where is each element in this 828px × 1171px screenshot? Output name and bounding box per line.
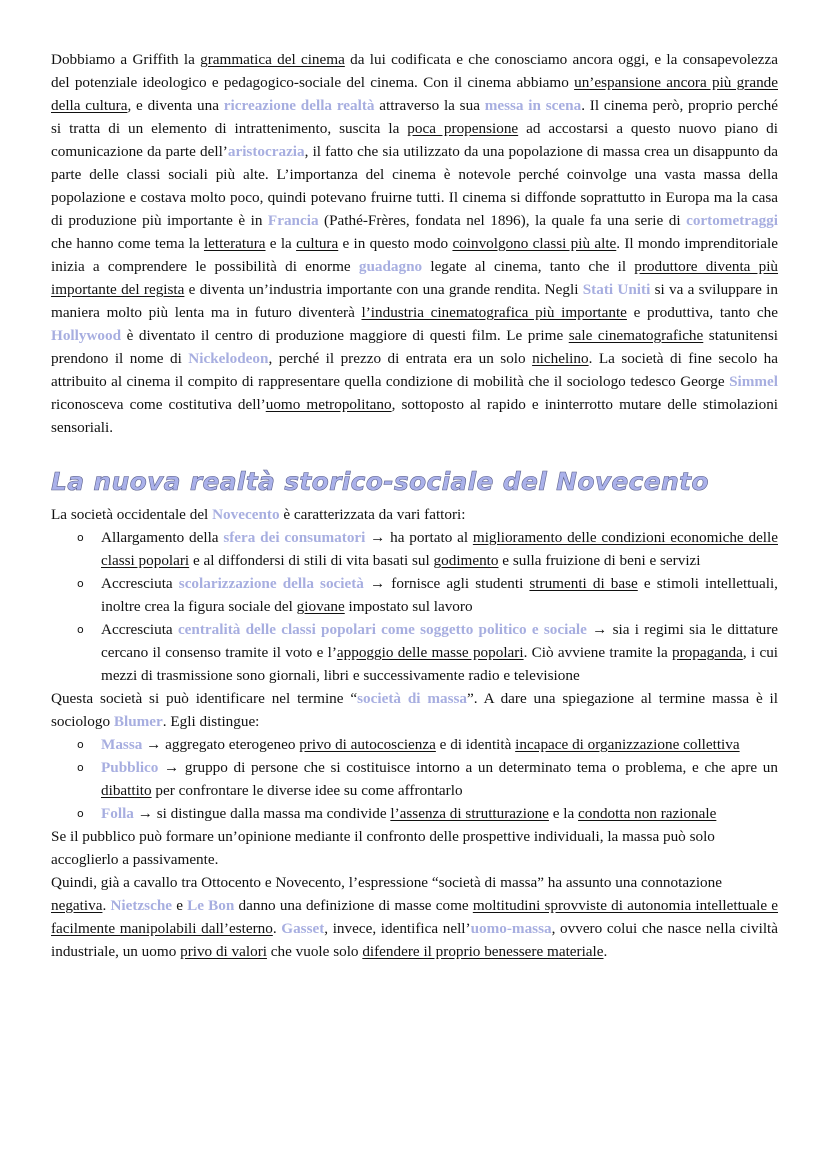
text-run: , il fatto che sia utilizzato da una popolazione di massa crea un disappunto da [304, 143, 778, 160]
bullet-item [51, 526, 778, 549]
underlined-phrase: poca propensione [407, 120, 519, 137]
text-run: legate al cinema, tanto che il [422, 258, 635, 275]
text-run: . Il cinema però, proprio perché [581, 97, 779, 114]
underlined-phrase: incapace di organizzazione collettiva [515, 736, 740, 753]
text-line [51, 595, 778, 618]
text-run: e sulla fruizione di beni e servizi [498, 552, 701, 569]
highlighted-term: Pubblico [101, 759, 159, 776]
underlined-phrase: uomo metropolitano [265, 396, 392, 413]
highlighted-term: sfera dei consumatori [223, 529, 366, 546]
underlined-phrase: negativa [51, 897, 103, 914]
text-run: (Pathé-Frères, fondata nel 1896), la quale fa una serie di [318, 212, 687, 229]
section-novecento [51, 503, 778, 963]
text-run: . Egli distingue: [162, 713, 260, 730]
text-run: sociologo [51, 713, 114, 730]
text-run: statunitensi [703, 327, 778, 344]
text-run: da lui codificata e che conosciamo ancora oggi, e la consapevolezza [344, 51, 778, 68]
bullet-marker-icon: o [77, 531, 84, 544]
highlighted-term: Novecento [212, 506, 280, 523]
underlined-phrase: cultura [296, 235, 339, 252]
highlighted-term: Nietzsche [110, 897, 173, 914]
text-run: cercano il consenso tramite il voto e l’ [101, 644, 337, 661]
underlined-phrase: dibattito [101, 782, 152, 799]
highlighted-term: Blumer [113, 713, 163, 730]
text-line [51, 324, 778, 347]
underlined-phrase: grammatica del cinema [200, 51, 345, 68]
text-run: Accresciuta [101, 575, 179, 592]
highlighted-term: messa in scena [484, 97, 582, 114]
text-run: Accresciuta [101, 621, 178, 638]
text-run: attraverso la sua [374, 97, 485, 114]
text-run: inoltre crea la figura sociale del [101, 598, 297, 615]
text-run: e stimoli intellettuali, [637, 575, 778, 592]
text-run: Se il pubblico può formare un’opinione mediante il confronto delle prospettive individuali, la massa può solo [51, 828, 715, 845]
underlined-phrase: godimento [433, 552, 499, 569]
text-run: attribuito al cinema il compito di rappresentare quella condizione di mobilità che il sociologo tedesco George [51, 373, 730, 390]
text-run: . Ciò avviene tramite la [523, 644, 672, 661]
highlighted-term: uomo-massa [470, 920, 552, 937]
highlighted-term: Gasset [281, 920, 325, 937]
underlined-phrase: appoggio delle masse popolari [336, 644, 524, 661]
highlighted-term: centralità delle classi popolari come soggetto politico e sociale [177, 621, 587, 638]
bullet-marker-icon: o [77, 623, 84, 636]
text-run: comunicazione da parte dell’ [51, 143, 228, 160]
underlined-phrase: nichelino [532, 350, 589, 367]
text-run: mezzi di trasmissione sono giornali, libri e successivamente radio e televisione [101, 667, 580, 684]
text-run: riconosceva come costitutiva dell’ [51, 396, 266, 413]
text-line [51, 209, 778, 232]
text-run: , sottoposto al rapido e ininterrotto mutare delle stimolazioni [391, 396, 779, 413]
underlined-phrase: privo di valori [180, 943, 267, 960]
highlighted-term: Le Bon [187, 897, 235, 914]
text-run: popolazione e costava molto poco, quindi potevano fruirne tutti. Il cinema si diffonde soprattutto in Europa ma la casa [51, 189, 778, 206]
highlighted-term: Nickelodeon [188, 350, 269, 367]
text-run: . [102, 897, 111, 914]
text-run: Allargamento della [101, 529, 224, 546]
text-line [51, 894, 778, 917]
text-run: , i cui [742, 644, 779, 661]
underlined-phrase: giovane [296, 598, 345, 615]
underlined-phrase: propaganda [672, 644, 743, 661]
bullet-item [51, 618, 778, 641]
text-line [51, 503, 778, 526]
text-line [51, 779, 778, 802]
underlined-phrase: classi popolari [101, 552, 190, 569]
highlighted-term: ricreazione della realtà [223, 97, 375, 114]
text-run: accoglierlo a passivamente. [51, 851, 219, 868]
text-run: → fornisce agli studenti [363, 575, 530, 592]
highlighted-term: Francia [267, 212, 319, 229]
highlighted-term: società di massa [357, 690, 468, 707]
text-run: che vuole solo [266, 943, 363, 960]
underlined-phrase: letteratura [203, 235, 266, 252]
bullet-item [51, 756, 778, 779]
text-line [51, 278, 778, 301]
underlined-phrase: produttore diventa più [634, 258, 779, 275]
underlined-phrase: coinvolgono classi più alte [452, 235, 617, 252]
text-run: Quindi, già a cavallo tra Ottocento e Novecento, l’espressione “società di massa” ha assunto una connotazione [51, 874, 722, 891]
text-line [51, 255, 778, 278]
text-line [51, 549, 778, 572]
text-run: , perché il prezzo di entrata era un solo [268, 350, 533, 367]
underlined-phrase: strumenti di base [529, 575, 638, 592]
text-line [51, 140, 778, 163]
text-line [51, 186, 778, 209]
underlined-phrase: l’assenza di strutturazione [390, 805, 549, 822]
text-run: si tratta di un elemento di intrattenimento, suscita la [51, 120, 408, 137]
highlighted-term: aristocrazia [227, 143, 305, 160]
paragraph-cinema [51, 48, 778, 439]
text-run: , ovvero colui che nasce nella civiltà [551, 920, 779, 937]
text-run: prendono il nome di [51, 350, 189, 367]
text-line [51, 940, 778, 963]
text-line [51, 71, 778, 94]
text-run: sensoriali. [51, 419, 114, 436]
text-run: che hanno come tema la [51, 235, 204, 252]
text-run: si va a sviluppare in [650, 281, 778, 298]
text-run: parte delle classi sociali più alte. L’importanza del cinema è notevole perché coinvolge una vasta massa della [51, 166, 778, 183]
text-run: . Il mondo imprenditoriale [616, 235, 779, 252]
highlighted-term: guadagno [358, 258, 423, 275]
text-line [51, 416, 778, 439]
text-line [51, 48, 778, 71]
text-run: → gruppo di persone che si costituisce intorno a un determinato tema o problema, e che apre un [158, 759, 778, 776]
text-run: . [272, 920, 282, 937]
text-run: e produttiva, tanto che [626, 304, 778, 321]
underlined-phrase: privo di autocoscienza [299, 736, 436, 753]
text-run: e al diffondersi di stili di vita basati sul [189, 552, 434, 569]
bullet-marker-icon: o [77, 807, 84, 820]
text-run: di produzione più importante è in [51, 212, 268, 229]
text-run: e diventa un’industria importante con una grande rendita. Negli [184, 281, 583, 298]
highlighted-term: Stati Uniti [582, 281, 651, 298]
bullet-marker-icon: o [77, 738, 84, 751]
highlighted-term: Folla [101, 805, 134, 822]
text-line [51, 917, 778, 940]
highlighted-term: Hollywood [51, 327, 122, 344]
text-line [51, 163, 778, 186]
bullet-marker-icon: o [77, 577, 84, 590]
text-run: del potenziale ideologico e pedagogico-sociale del cinema. Con il cinema abbiamo [51, 74, 575, 91]
highlighted-term: Massa [101, 736, 143, 753]
underlined-phrase: l’industria cinematografica più importante [361, 304, 627, 321]
text-line [51, 301, 778, 324]
text-run: ”. A dare una spiegazione al termine massa è il [467, 690, 778, 707]
underlined-phrase: facilmente manipolabili dall’esterno [51, 920, 273, 937]
underlined-phrase: importante del regista [51, 281, 185, 298]
highlighted-term: Simmel [729, 373, 778, 390]
text-line [51, 370, 778, 393]
text-run: e la [548, 805, 579, 822]
text-run: e di identità [435, 736, 516, 753]
underlined-phrase: un’espansione ancora più grande [574, 74, 778, 91]
bullet-item [51, 802, 778, 825]
text-run: industriale, un uomo [51, 943, 181, 960]
text-run: → si distingue dalla massa ma condivide [133, 805, 391, 822]
highlighted-term: cortometraggi [686, 212, 778, 229]
text-run: ad accostarsi a questo nuovo piano di [518, 120, 778, 137]
text-run: . [603, 943, 608, 960]
text-line [51, 232, 778, 255]
text-line [51, 641, 778, 664]
text-line [51, 848, 778, 871]
text-run: è diventato il centro di produzione maggiore di questi film. Le prime [121, 327, 569, 344]
highlighted-term: scolarizzazione della società [178, 575, 364, 592]
section-heading: La nuova realtà storico-sociale del Novecento [51, 467, 709, 496]
text-run: Questa società si può identificare nel termine “ [51, 690, 358, 707]
bullet-item [51, 572, 778, 595]
text-run: maniera molto più lenta ma in futuro diventerà [51, 304, 362, 321]
text-line [51, 117, 778, 140]
text-line [51, 871, 778, 894]
text-run: La società occidentale del [51, 506, 213, 523]
text-run: per confrontare le diverse idee su come affrontarlo [151, 782, 463, 799]
text-line [51, 664, 778, 687]
text-line [51, 347, 778, 370]
text-run: e la [265, 235, 297, 252]
underlined-phrase: condotta non razionale [578, 805, 717, 822]
text-run: danno una definizione di masse come [234, 897, 473, 914]
text-line [51, 687, 778, 710]
underlined-phrase: sale cinematografiche [568, 327, 704, 344]
text-line [51, 393, 778, 416]
text-line [51, 825, 778, 848]
underlined-phrase: della cultura [51, 97, 128, 114]
text-run: → aggregato eterogeneo [142, 736, 300, 753]
text-run: è caratterizzata da vari fattori: [279, 506, 466, 523]
bullet-item [51, 733, 778, 756]
text-run: , e diventa una [127, 97, 224, 114]
text-run: impostato sul lavoro [344, 598, 473, 615]
underlined-phrase: moltitudini sprovviste di autonomia intellettuale e [472, 897, 779, 914]
text-run: . La società di fine secolo ha [588, 350, 778, 367]
text-run: → ha portato al [365, 529, 473, 546]
text-run: e [172, 897, 188, 914]
text-run: , invece, identifica nell’ [324, 920, 471, 937]
text-line [51, 710, 778, 733]
text-line [51, 94, 778, 117]
text-run: e in questo modo [338, 235, 453, 252]
underlined-phrase: miglioramento delle condizioni economiche delle [472, 529, 778, 546]
text-run: → sia i regimi sia le dittature [586, 621, 778, 638]
underlined-phrase: difendere il proprio benessere materiale [362, 943, 604, 960]
text-run: inizia a comprendere le possibilità di enorme [51, 258, 359, 275]
text-run: Dobbiamo a Griffith la [51, 51, 201, 68]
bullet-marker-icon: o [77, 761, 84, 774]
